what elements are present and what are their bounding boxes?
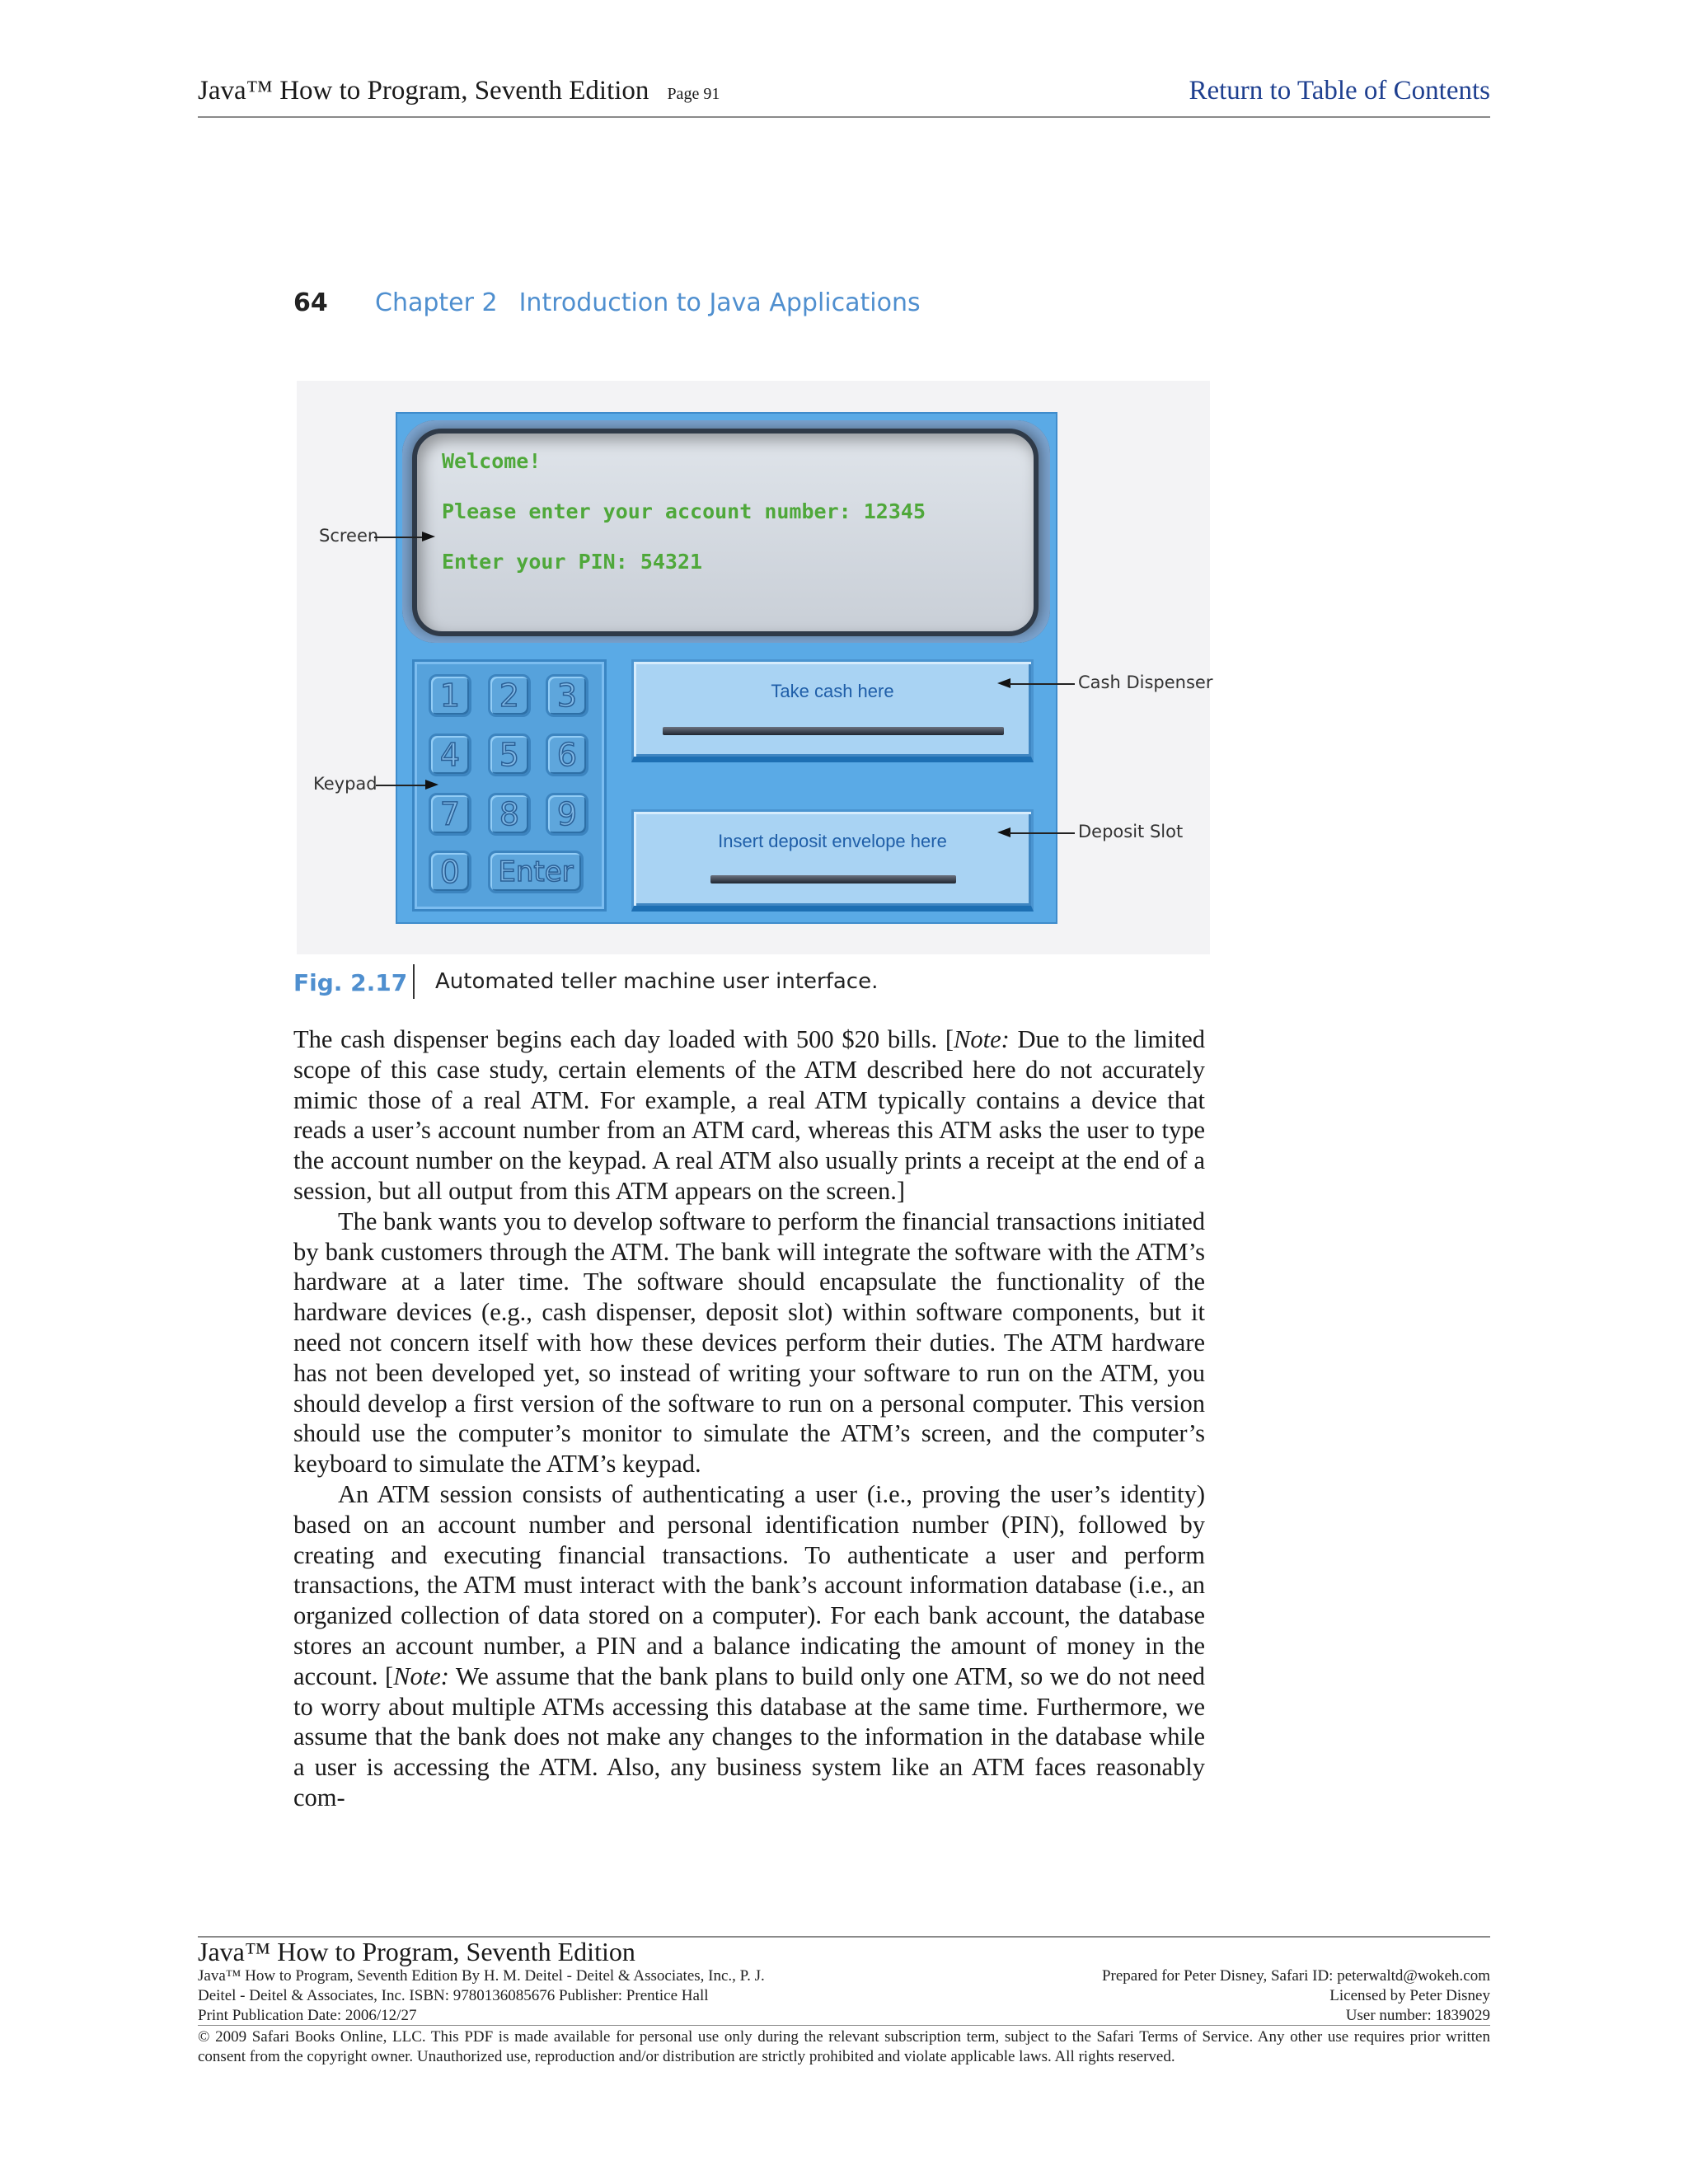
footer-licensed-by: Licensed by Peter Disney bbox=[1329, 1987, 1490, 2004]
footer-author-line: Java™ How to Program, Seventh Edition By H. M. Deitel - Deitel & Associates, Inc., P. J. bbox=[198, 1967, 765, 1985]
key-5[interactable]: 5 bbox=[488, 733, 531, 776]
body-text bbox=[293, 1024, 1205, 1813]
paragraph-3-start: An ATM session consists of authenticating a user (i.e., proving the user’s identity) based on an account number and personal identification number (PIN), followed by creating and executing financial transactions. To authenticate a user and perform transactions, the ATM must interact with the bank’s account information database (i.e., an organized collection of data stored on a computer). For each bank account, the database stores an account number, a PIN and a balance indicating the amount of money in the account. [ bbox=[293, 1479, 1205, 1690]
page-number: 64 bbox=[293, 288, 328, 317]
key-3[interactable]: 3 bbox=[546, 674, 588, 717]
callout-deposit-line bbox=[1009, 832, 1075, 834]
key-1[interactable]: 1 bbox=[429, 674, 471, 717]
figure-number: Fig. 2.17 bbox=[293, 969, 408, 996]
callout-keypad: Keypad bbox=[313, 774, 377, 794]
deposit-slot bbox=[631, 809, 1034, 912]
footer-prepared-for: Prepared for Peter Disney, Safari ID: peterwaltd@wokeh.com bbox=[1101, 1967, 1490, 1985]
callout-keypad-arrowhead bbox=[425, 780, 438, 790]
cash-dispenser bbox=[631, 659, 1034, 762]
callout-keypad-line bbox=[376, 785, 427, 786]
deposit-slot-label: Insert deposit envelope here bbox=[718, 831, 947, 851]
footer-divider-2 bbox=[198, 2025, 1490, 2026]
key-7[interactable]: 7 bbox=[429, 793, 471, 836]
key-6[interactable]: 6 bbox=[546, 733, 588, 776]
cash-slot-opening bbox=[663, 727, 1004, 735]
callout-cash-line bbox=[1009, 683, 1075, 685]
footer-copyright: © 2009 Safari Books Online, LLC. This PDF is made available for personal use only during the relevant subscription term, subject to the Safari Terms of Service. Any other use requires prior written consent from the copyright owner. Unauthorized use, reproduction and/or distribution are strictly prohibited and violate applicable laws. All rights reserved. bbox=[198, 2028, 1490, 2065]
callout-deposit-slot: Deposit Slot bbox=[1078, 822, 1184, 841]
footer-user-number: User number: 1839029 bbox=[1345, 2007, 1490, 2024]
note-label: Note: bbox=[954, 1025, 1010, 1053]
footer-publisher-line: Deitel - Deitel & Associates, Inc. ISBN: 9780136085676 Publisher: Prentice Hall bbox=[198, 1987, 709, 2004]
key-2[interactable]: 2 bbox=[488, 674, 531, 717]
key-4[interactable]: 4 bbox=[429, 733, 471, 776]
key-8[interactable]: 8 bbox=[488, 793, 531, 836]
footer-book-title: Java™ How to Program, Seventh Edition bbox=[198, 1937, 635, 1966]
key-0[interactable]: 0 bbox=[429, 851, 471, 893]
deposit-slot-opening bbox=[710, 875, 956, 883]
paragraph-3-end: We assume that the bank plans to build only one ATM, so we do not need to worry about multiple ATMs accessing this database at the same time. Furthermore, we assume that the bank does not make any changes to the information in the database while a user is accessing the ATM. Also, any business system like an ATM faces reasonably com- bbox=[293, 1661, 1205, 1811]
paragraph-1-start: The cash dispenser begins each day loaded with 500 $20 bills. [ bbox=[293, 1025, 954, 1053]
figure-caption: Automated teller machine user interface. bbox=[435, 969, 879, 994]
chapter-title: Introduction to Java Applications bbox=[518, 288, 921, 317]
key-9[interactable]: 9 bbox=[546, 793, 588, 836]
callout-screen: Screen bbox=[319, 526, 379, 546]
callout-screen-line bbox=[374, 537, 424, 538]
footer-publication-date: Print Publication Date: 2006/12/27 bbox=[198, 2007, 417, 2024]
header-page-label: Page 91 bbox=[667, 85, 720, 103]
screen-pin-line: Enter your PIN: 54321 bbox=[442, 550, 703, 574]
header-book-title bbox=[198, 76, 720, 106]
callout-cash-dispenser: Cash Dispenser bbox=[1078, 673, 1213, 692]
chapter-label: Chapter 2 bbox=[375, 288, 498, 317]
book-title-text: Java™ How to Program, Seventh Edition bbox=[198, 76, 649, 105]
paragraph-2: The bank wants you to develop software to perform the financial transactions initiated by bank customers through the ATM. The bank will integrate the software with the ATM’s hardware at a later time. The software should encapsulate the functionality of the hardware devices (e.g., cash dispenser, deposit slot) within software components, but it need not concern itself with how these devices perform their duties. The ATM hardware has not been developed yet, so instead of writing your software to run on the ATM, you should develop a first version of the software to run on a personal computer. This version should use the computer’s monitor to simulate the ATM’s screen, and the computer’s keyboard to simulate the ATM’s keypad. bbox=[293, 1207, 1205, 1479]
header-divider bbox=[198, 116, 1490, 118]
chapter-heading bbox=[375, 288, 921, 317]
cash-dispenser-label: Take cash here bbox=[771, 681, 894, 701]
paragraph-1-end: Due to the limited scope of this case study, certain elements of the ATM described here do not accurately mimic those of a real ATM. For example, a real ATM typically contains a device that reads a user’s account number from an ATM card, whereas this ATM asks the user to type the account number on the keypad. A real ATM also usually prints a receipt at the end of a session, but all output from this ATM appears on the screen.] bbox=[293, 1025, 1205, 1205]
paragraph-1 bbox=[293, 1024, 1205, 1207]
key-enter[interactable]: Enter bbox=[488, 851, 584, 893]
screen-account-line: Please enter your account number: 12345 bbox=[442, 499, 926, 523]
paragraph-3 bbox=[293, 1479, 1205, 1813]
screen-welcome-line: Welcome! bbox=[442, 449, 542, 473]
callout-screen-arrowhead bbox=[422, 532, 435, 541]
return-to-toc-link[interactable]: Return to Table of Contents bbox=[1189, 76, 1490, 105]
caption-separator bbox=[413, 964, 415, 999]
note-label: Note: bbox=[393, 1661, 449, 1690]
